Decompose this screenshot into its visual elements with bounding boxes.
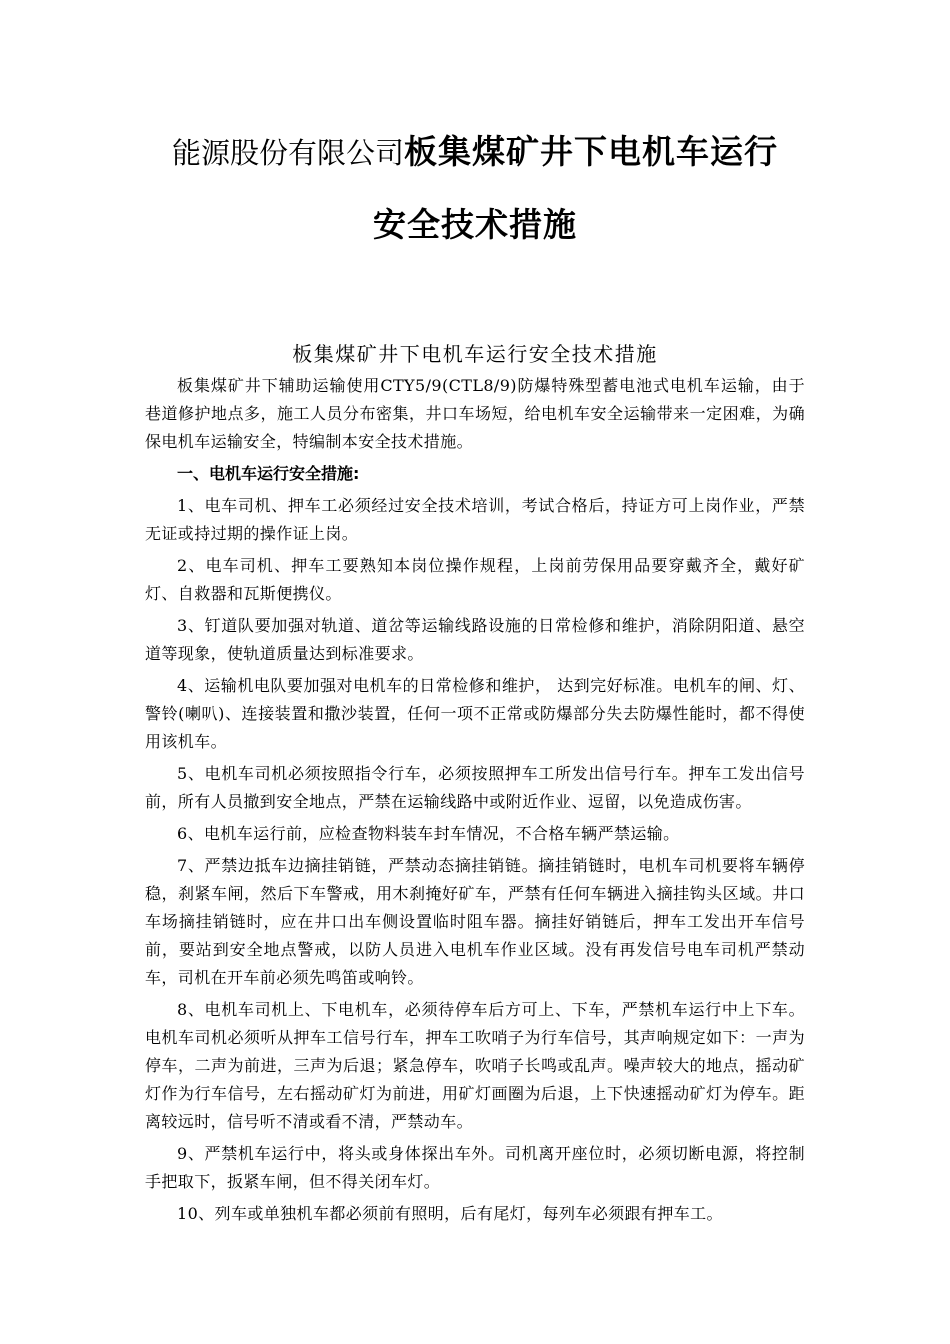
cover-title-subtitle: 安全技术措施 xyxy=(373,205,577,244)
cover-title-line2 xyxy=(0,203,950,253)
cover-title-main: 板集煤矿井下电机车运行 xyxy=(404,132,778,171)
measure-item-9: 9、严禁机车运行中，将头或身体探出车外。司机离开座位时，必须切断电源，将控制手把取下，扳紧车闸，但不得关闭车灯。 xyxy=(145,1144,805,1191)
measure-item-10: 10、列车或单独机车都必须前有照明，后有尾灯，每列车必须跟有押车工。 xyxy=(177,1204,723,1223)
measure-item-1: 1、电车司机、押车工必须经过安全技术培训，考试合格后，持证方可上岗作业，严禁无证或持过期的操作证上岗。 xyxy=(145,496,805,543)
document-body xyxy=(145,372,805,1232)
measure-item-2: 2、电车司机、押车工要熟知本岗位操作规程，上岗前劳保用品要穿戴齐全，戴好矿灯、自救器和瓦斯便携仪。 xyxy=(145,556,805,603)
measure-item-7: 7、严禁边抵车边摘挂销链，严禁动态摘挂销链。摘挂销链时，电机车司机要将车辆停稳，刹紧车闸，然后下车警戒，用木刹掩好矿车，严禁有任何车辆进入摘挂钩头区域。井口车场摘挂销链时，应在井口出车侧设置临时阻车器。摘挂好销链后，押车工发出开车信号前，要站到安全地点警戒，以防人员进入电机车作业区域。没有再发信号电车司机严禁动车，司机在开车前必须先鸣笛或响铃。 xyxy=(145,856,805,987)
measure-item-5: 5、电机车司机必须按照指令行车，必须按照押车工所发出信号行车。押车工发出信号前，所有人员撤到安全地点，严禁在运输线路中或附近作业、逗留，以免造成伤害。 xyxy=(145,764,805,811)
measure-item-6: 6、电机车运行前，应检查物料装车封车情况，不合格车辆严禁运输。 xyxy=(177,824,680,843)
measure-item-3: 3、钉道队要加强对轨道、道岔等运输线路设施的日常检修和维护，消除阴阳道、悬空道等现象，使轨道质量达到标准要求。 xyxy=(145,616,805,663)
intro-paragraph: 板集煤矿井下辅助运输使用CTY5/9(CTL8/9)防爆特殊型蓄电池式电机车运输，由于巷道修护地点多，施工人员分布密集，井口车场短，给电机车安全运输带来一定困难，为确保电机车运输安全，特编制本安全技术措施。 xyxy=(145,376,805,451)
section-heading: 一、电机车运行安全措施: xyxy=(177,464,360,483)
document-title: 板集煤矿井下电机车运行安全技术措施 xyxy=(292,342,658,366)
measure-item-4: 4、运输机电队要加强对电机车的日常检修和维护， 达到完好标准。电机车的闸、灯、警铃(喇叭)、连接装置和撒沙装置，任何一项不正常或防爆部分失去防爆性能时，都不得使用该机车。 xyxy=(145,676,805,751)
cover-title-line1 xyxy=(0,130,950,180)
measure-item-8: 8、电机车司机上、下电机车，必须待停车后方可上、下车，严禁机车运行中上下车。电机车司机必须听从押车工信号行车，押车工吹哨子为行车信号，其声响规定如下：一声为停车，二声为前进，三声为后退；紧急停车，吹哨子长鸣或乱声。噪声较大的地点，摇动矿灯作为行车信号，左右摇动矿灯为前进，用矿灯画圈为后退，上下快速摇动矿灯为停车。距离较远时，信号听不清或看不清，严禁动车。 xyxy=(145,1000,805,1131)
company-name: 能源股份有限公司 xyxy=(171,136,404,170)
